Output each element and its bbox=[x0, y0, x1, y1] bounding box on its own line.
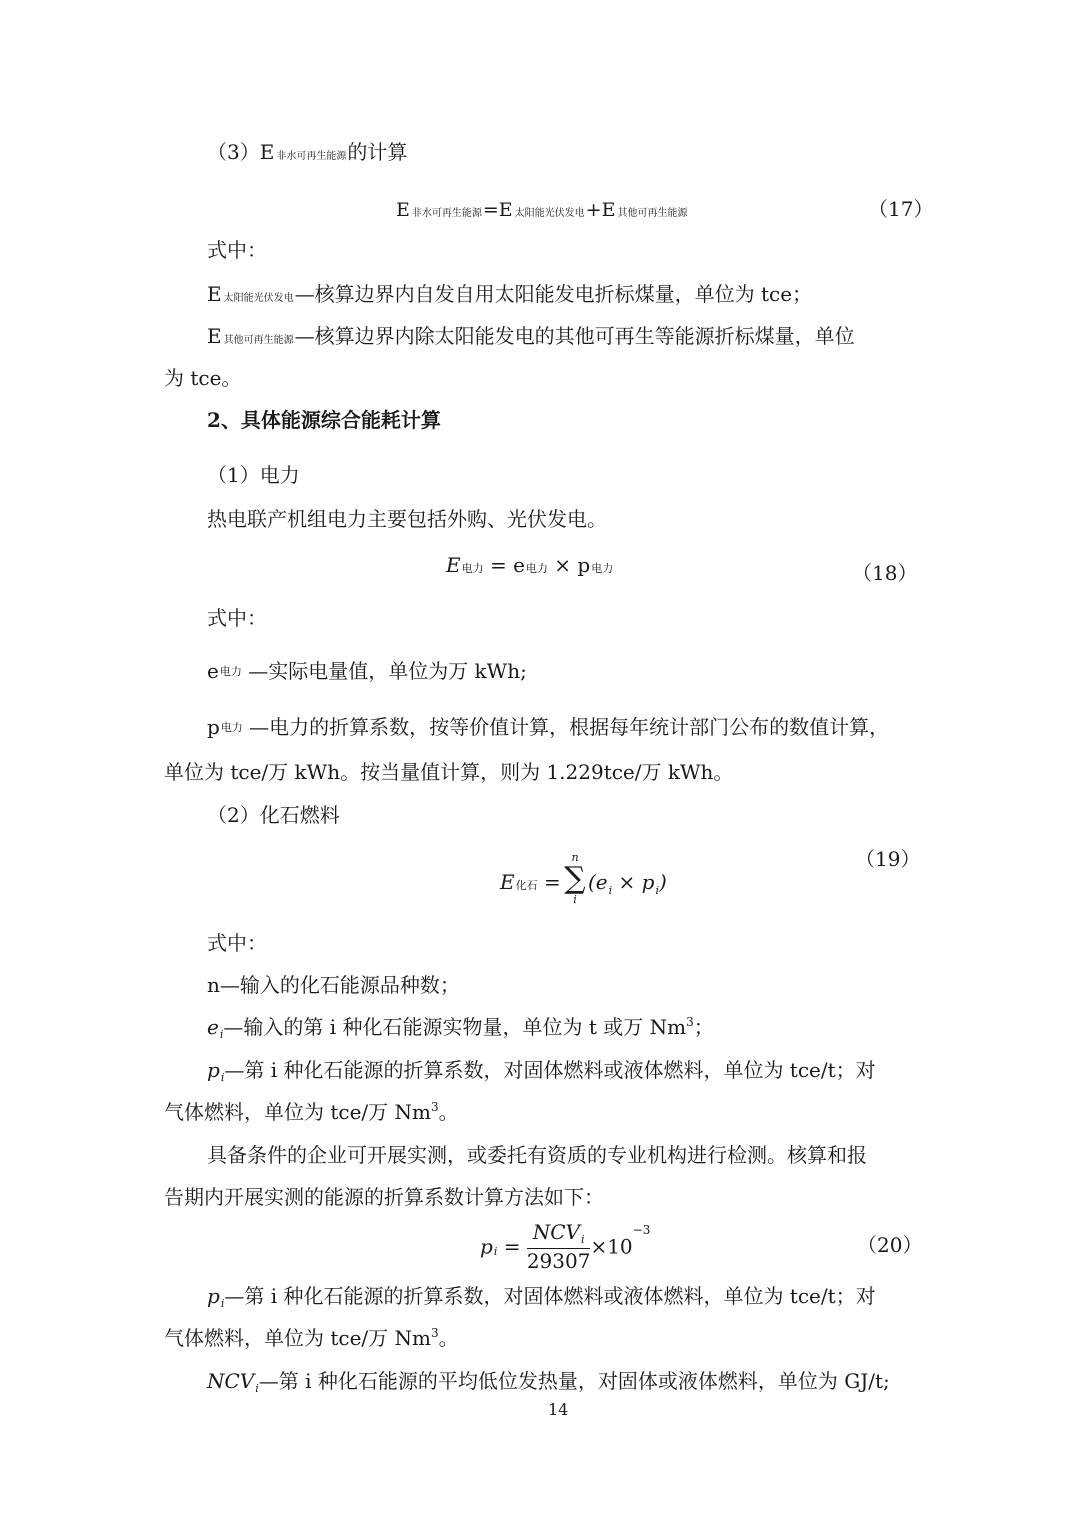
def-ei-text: —输入的第 i 种化石能源实物量，单位为 t 或万 Nm bbox=[223, 1015, 687, 1039]
def-e-power-symbol: e bbox=[207, 659, 219, 683]
eq20-fraction bbox=[527, 1220, 591, 1273]
equation-18 bbox=[446, 551, 613, 583]
eq19-ei-sub: i bbox=[608, 884, 613, 897]
def-ncv-text: —第 i 种化石能源的平均低位发热量，对固体或液体燃料，单位为 GJ/t; bbox=[258, 1369, 890, 1393]
equation-20 bbox=[480, 1220, 650, 1274]
equation-20-number: （20） bbox=[857, 1233, 923, 1257]
eq20-p: p bbox=[480, 1234, 493, 1259]
def-pi-2-end: 。 bbox=[438, 1326, 459, 1350]
def-p-power-line-1 bbox=[207, 713, 889, 745]
heading-suffix: 的计算 bbox=[347, 140, 408, 164]
eq19-pi-sub: i bbox=[655, 884, 659, 897]
def-other-line-2: 为 tce。 bbox=[164, 366, 242, 390]
def-pi-1-sub: i bbox=[220, 1071, 225, 1084]
eq19-close: ) bbox=[658, 870, 667, 894]
def-n: n—输入的化石能源品种数； bbox=[207, 973, 460, 997]
subsection-2-title: （2）化石燃料 bbox=[207, 803, 340, 827]
def-e-power-sub: 电力 bbox=[219, 665, 242, 678]
eq18-lower-e-sub: 电力 bbox=[525, 562, 548, 575]
sum-lower-limit: i bbox=[573, 893, 577, 906]
def-pi-1-symbol: p bbox=[207, 1058, 220, 1082]
def-solar-text: —核算边界内自发自用太阳能发电折标煤量，单位为 tce； bbox=[294, 282, 813, 306]
eq19-e-sub: 化石 bbox=[515, 879, 538, 892]
def-pi-2-line-1 bbox=[207, 1282, 876, 1314]
subsection-1-title: （1）电力 bbox=[207, 463, 300, 487]
equation-19 bbox=[500, 852, 670, 916]
def-pi-1-text-2: 气体燃料，单位为 tce/万 Nm bbox=[164, 1100, 431, 1124]
eq19-open: (e bbox=[588, 870, 608, 894]
def-pi-2-sub: i bbox=[220, 1297, 225, 1310]
def-solar-sub: 太阳能光伏发电 bbox=[223, 293, 294, 304]
def-ncv bbox=[207, 1367, 890, 1399]
heading-prefix: （3）E bbox=[207, 140, 275, 164]
eq17-plus: +E bbox=[585, 199, 616, 221]
def-ei-sub: i bbox=[219, 1028, 224, 1041]
def-p-power-symbol: p bbox=[207, 715, 220, 739]
def-pi-1-text-1: —第 i 种化石能源的折算系数，对固体燃料或液体燃料，单位为 tce/t；对 bbox=[224, 1058, 876, 1082]
section-2-title: 2、具体能源综合能耗计算 bbox=[207, 408, 441, 432]
def-solar-symbol: E bbox=[207, 282, 222, 306]
eq20-equals: = bbox=[497, 1234, 527, 1259]
eq17-e1: E bbox=[396, 199, 410, 221]
eq18-e: E bbox=[446, 553, 461, 577]
eq20-numerator bbox=[527, 1220, 591, 1249]
where-label-2: 式中： bbox=[207, 606, 267, 630]
def-p-power-sub: 电力 bbox=[220, 721, 243, 734]
def-solar bbox=[207, 280, 812, 313]
where-label-3: 式中： bbox=[207, 931, 267, 955]
eq18-p-sub: 电力 bbox=[591, 562, 614, 575]
def-e-power-text: —实际电量值，单位为万 kWh; bbox=[248, 659, 527, 683]
eq18-times: × p bbox=[547, 553, 591, 577]
def-pi-2-symbol: p bbox=[207, 1284, 220, 1308]
section-3-heading bbox=[207, 138, 407, 171]
eq19-lhs bbox=[500, 868, 561, 900]
measure-paragraph-line-1: 具备条件的企业可开展实测，或委托有资质的专业机构进行检测。核算和报 bbox=[207, 1143, 867, 1167]
eq18-equals: = e bbox=[483, 553, 525, 577]
def-other-line-1 bbox=[207, 322, 855, 355]
power-intro: 热电联产机组电力主要包括外购、光伏发电。 bbox=[207, 507, 607, 531]
eq20-ncv-sub: i bbox=[581, 1233, 585, 1246]
equation-18-number: （18） bbox=[852, 561, 918, 585]
summation bbox=[562, 852, 588, 906]
def-pi-1-sup: 3 bbox=[431, 1100, 439, 1114]
def-p-power-text-1: —电力的折算系数，按等价值计算，根据每年统计部门公布的数值计算， bbox=[249, 715, 890, 739]
sum-upper-limit: n bbox=[571, 851, 579, 864]
def-ei-sup: 3 bbox=[686, 1015, 694, 1029]
eq17-e2-sub: 太阳能光伏发电 bbox=[514, 208, 585, 219]
page-number: 14 bbox=[548, 1400, 569, 1419]
where-label-1: 式中： bbox=[207, 238, 267, 262]
eq17-equals: =E bbox=[482, 199, 513, 221]
def-ncv-sub: i bbox=[255, 1382, 259, 1395]
equation-17 bbox=[396, 196, 688, 228]
equation-19-number: （19） bbox=[855, 847, 921, 871]
def-pi-1-line-2 bbox=[164, 1098, 459, 1126]
def-other-text-1: —核算边界内除太阳能发电的其他可再生等能源折标煤量，单位 bbox=[294, 324, 855, 348]
def-pi-1-end: 。 bbox=[438, 1100, 459, 1124]
eq19-equals: = bbox=[537, 870, 561, 894]
def-pi-2-line-2 bbox=[164, 1324, 459, 1352]
def-other-symbol: E bbox=[207, 324, 222, 348]
eq19-times: × p bbox=[612, 870, 655, 894]
def-pi-2-text-2: 气体燃料，单位为 tce/万 Nm bbox=[164, 1326, 431, 1350]
equation-17-number: （17） bbox=[868, 197, 934, 221]
def-pi-2-text-1: —第 i 种化石能源的折算系数，对固体燃料或液体燃料，单位为 tce/t；对 bbox=[224, 1284, 876, 1308]
eq20-exponent: −3 bbox=[632, 1223, 651, 1237]
sum-symbol: ∑ bbox=[564, 861, 586, 896]
eq18-e-sub: 电力 bbox=[461, 562, 484, 575]
eq17-e1-sub: 非水可再生能源 bbox=[411, 208, 482, 219]
def-ei-end: ； bbox=[693, 1015, 714, 1039]
def-e-power bbox=[207, 657, 527, 689]
def-p-power-line-2: 单位为 tce/万 kWh。按当量值计算，则为 1.229tce/万 kWh。 bbox=[164, 760, 734, 784]
eq20-p-sub: i bbox=[493, 1245, 498, 1258]
def-pi-2-sup: 3 bbox=[431, 1326, 439, 1340]
measure-paragraph-line-2: 告期内开展实测的能源的折算系数计算方法如下： bbox=[164, 1185, 604, 1209]
eq19-e: E bbox=[500, 870, 515, 894]
def-ei-symbol: e bbox=[207, 1015, 219, 1039]
eq17-e3-sub: 其他可再生能源 bbox=[617, 208, 688, 219]
eq20-ncv: NCV bbox=[532, 1220, 580, 1244]
eq20-times: ×10 bbox=[590, 1234, 633, 1259]
def-other-sub: 其他可再生能源 bbox=[223, 335, 294, 346]
eq20-denominator: 29307 bbox=[526, 1249, 591, 1273]
eq19-body bbox=[588, 868, 667, 900]
def-ei bbox=[207, 1013, 714, 1045]
def-pi-1-line-1 bbox=[207, 1056, 876, 1088]
def-ncv-symbol: NCV bbox=[207, 1369, 255, 1393]
heading-subscript: 非水可再生能源 bbox=[276, 151, 347, 162]
